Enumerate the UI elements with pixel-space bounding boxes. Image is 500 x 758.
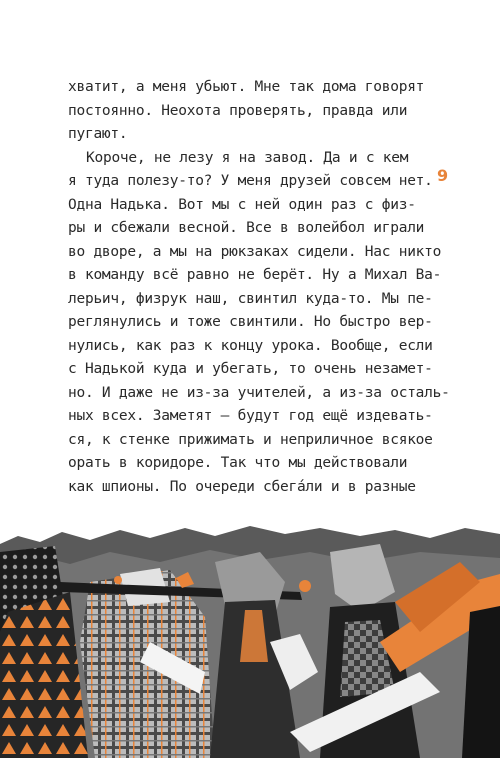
text-line: ры и сбежали весной. Все в волейбол играли (68, 220, 425, 236)
text-line: хватит, а меня убьют. Мне так дома говорят (68, 79, 425, 95)
text-line: но. И даже не из-за учителей, а из-за осталь- (68, 384, 450, 401)
text-line: Одна Надька. Вот мы с ней один раз с физ- (68, 196, 416, 213)
text-line: с Надькой куда и убегать, то очень незамет- (68, 361, 433, 377)
text-line: ных всех. Заметят — будут год ещё издевать- (68, 408, 433, 424)
text-line: я туда полезу-то? У меня друзей совсем нет. (68, 173, 433, 189)
text-line: Короче, не лезу я на завод. Да и с кем (86, 149, 409, 166)
text-line: нулись, как раз к концу урока. Вообще, если (68, 337, 433, 354)
page-number: 9 (437, 166, 449, 185)
text-line: в команду всё равно не берёт. Ну а Михал Ва- (68, 267, 442, 283)
text-line: ся, к стенке прижимать и неприличное всякое (68, 431, 433, 448)
text-line: постоянно. Неохота проверять, правда или (68, 102, 408, 119)
text-line: реглянулись и тоже свинтили. Но быстро вер- (68, 314, 433, 330)
ink-illustration-icon (0, 522, 500, 758)
text-line: лерьич, физрук наш, свинтил куда-то. Мы пе- (68, 290, 433, 307)
body-text (68, 76, 450, 499)
text-line: как шпионы. По очереди сбегáли и в разные (68, 478, 416, 495)
text-line: пугают. (68, 126, 128, 142)
text-line: орать в коридоре. Так что мы действовали (68, 455, 408, 471)
text-line: во дворе, а мы на рюкзаках сидели. Нас никто (68, 243, 442, 260)
